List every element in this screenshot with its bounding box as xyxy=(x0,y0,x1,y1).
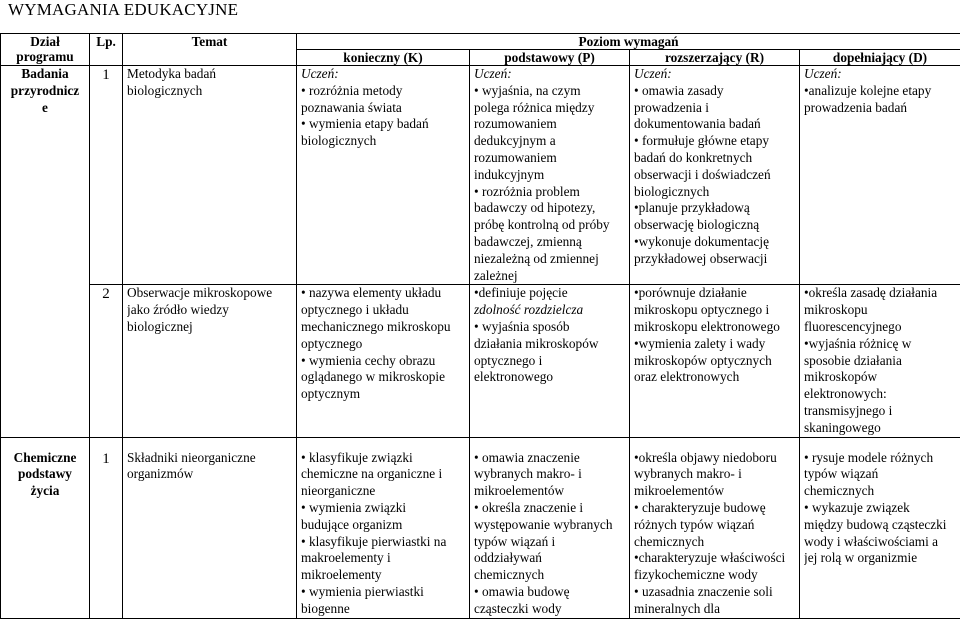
requirement-cell-k xyxy=(297,437,470,618)
requirement-cell-r xyxy=(630,437,800,618)
requirement-line: nieorganiczne xyxy=(301,483,469,500)
requirement-line: fluorescencyjnego xyxy=(804,319,960,336)
requirement-line: między budową cząsteczki xyxy=(804,517,960,534)
requirement-cell-d xyxy=(800,66,960,285)
section-area-line: życia xyxy=(1,483,89,500)
requirement-line: dokumentowania badań xyxy=(634,116,799,133)
requirement-cell-p xyxy=(470,285,630,437)
requirement-line: poznawania świata xyxy=(301,100,469,117)
header-topic: Temat xyxy=(123,34,297,66)
requirement-cell-p xyxy=(470,66,630,285)
requirement-line: • omawia znaczenie xyxy=(474,450,629,467)
requirement-line: zdolność rozdzielcza xyxy=(474,302,629,319)
header-level-r: rozszerzający (R) xyxy=(630,50,800,66)
topic-line: Metodyka badań xyxy=(127,66,296,83)
section-area-line: Chemiczne xyxy=(1,450,89,467)
requirement-cell-r xyxy=(630,66,800,285)
requirement-cell-k xyxy=(297,66,470,285)
requirement-line: optycznego xyxy=(301,336,469,353)
requirement-line: optycznego i xyxy=(474,353,629,370)
requirement-line: badawczy od hipotezy, xyxy=(474,200,629,217)
requirement-line: indukcyjnym xyxy=(474,167,629,184)
requirement-line: typów wiązań xyxy=(804,466,960,483)
table-row xyxy=(1,66,960,285)
requirement-line: optycznym xyxy=(301,386,469,403)
requirement-line: chemicznych xyxy=(634,534,799,551)
requirement-line: próbę kontrolną od próby xyxy=(474,217,629,234)
requirement-line: fizykochemiczne wody xyxy=(634,567,799,584)
row-topic xyxy=(123,66,297,285)
section-area-line: Badania xyxy=(1,66,89,83)
student-label: Uczeń: xyxy=(474,66,629,83)
requirement-line: •definiuje pojęcie xyxy=(474,285,629,302)
requirement-line: biogenne xyxy=(301,601,469,618)
header-area-line: programu xyxy=(1,49,89,64)
requirement-line: • uzasadnia znaczenie soli xyxy=(634,584,799,601)
section-area-cell xyxy=(1,437,90,618)
requirement-line: • wykazuje związek xyxy=(804,500,960,517)
requirement-line: chemicznych xyxy=(474,567,629,584)
requirement-line: transmisyjnego i xyxy=(804,403,960,420)
topic-line: organizmów xyxy=(127,466,296,483)
requirement-line: prowadzenia badań xyxy=(804,100,960,117)
requirement-line: mikroskopu optycznego i xyxy=(634,302,799,319)
requirement-line: wybranych makro- i xyxy=(474,466,629,483)
requirement-line: zależnej xyxy=(474,268,629,285)
row-number: 1 xyxy=(90,66,123,285)
requirement-line: •określa objawy niedoboru xyxy=(634,450,799,467)
requirement-line: • klasyfikuje pierwiastki na xyxy=(301,534,469,551)
header-level-group: Poziom wymagań xyxy=(297,34,960,50)
requirement-line: mikroskopów optycznych xyxy=(634,353,799,370)
requirement-line: mikroelementów xyxy=(634,483,799,500)
requirement-line: wybranych makro- i xyxy=(634,466,799,483)
requirements-table xyxy=(0,33,960,619)
requirement-line: typów wiązań i xyxy=(474,534,629,551)
requirement-line: oglądanego w mikroskopie xyxy=(301,369,469,386)
requirement-line: •wyjaśnia różnicę w xyxy=(804,336,960,353)
requirement-cell-d xyxy=(800,437,960,618)
section-area-line: przyrodnicz xyxy=(1,83,89,100)
topic-line: Składniki nieorganiczne xyxy=(127,450,296,467)
requirement-line: mikroskopów xyxy=(804,369,960,386)
requirement-line: • omawia budowę xyxy=(474,584,629,601)
requirement-line: badań do konkretnych xyxy=(634,150,799,167)
requirement-line: •porównuje działanie xyxy=(634,285,799,302)
section-area-line: podstawy xyxy=(1,466,89,483)
requirement-line: mikroelementy xyxy=(301,567,469,584)
requirement-line: mineralnych dla xyxy=(634,601,799,618)
requirement-line: mechanicznego mikroskopu xyxy=(301,319,469,336)
requirement-line: prowadzenia i xyxy=(634,100,799,117)
requirement-line: występowanie wybranych xyxy=(474,517,629,534)
requirement-cell-p xyxy=(470,437,630,618)
requirement-line: • wyjaśnia, na czym xyxy=(474,83,629,100)
requirement-line: • określa znaczenie i xyxy=(474,500,629,517)
requirement-line: •charakteryzuje właściwości xyxy=(634,550,799,567)
requirement-line: sposobie działania xyxy=(804,353,960,370)
requirement-line: mikroelementów xyxy=(474,483,629,500)
topic-line: jako źródło wiedzy xyxy=(127,302,296,319)
header-area xyxy=(1,34,90,66)
requirement-line: • rysuje modele różnych xyxy=(804,450,960,467)
requirement-line: oddziaływań xyxy=(474,550,629,567)
section-area-line: e xyxy=(1,100,89,117)
requirement-line: biologicznych xyxy=(301,133,469,150)
header-num: Lp. xyxy=(90,34,123,66)
requirement-line: elektronowego xyxy=(474,369,629,386)
student-label: Uczeń: xyxy=(301,66,469,83)
header-level-p: podstawowy (P) xyxy=(470,50,630,66)
requirement-line: oraz elektronowych xyxy=(634,369,799,386)
requirement-cell-r xyxy=(630,285,800,437)
header-level-k: konieczny (K) xyxy=(297,50,470,66)
student-label: Uczeń: xyxy=(804,66,960,83)
requirement-line: obserwacji i doświadczeń xyxy=(634,167,799,184)
topic-line: biologicznych xyxy=(127,83,296,100)
requirement-line: cząsteczki wody xyxy=(474,601,629,618)
requirement-line: optycznego i układu xyxy=(301,302,469,319)
requirement-line: • omawia zasady xyxy=(634,83,799,100)
row-number: 1 xyxy=(90,437,123,618)
table-row xyxy=(1,285,960,437)
requirement-cell-d xyxy=(800,285,960,437)
header-area-line: Dział xyxy=(1,34,89,49)
requirement-line: chemicznych xyxy=(804,483,960,500)
requirement-line: mikroskopu elektronowego xyxy=(634,319,799,336)
requirement-line: skaningowego xyxy=(804,420,960,437)
table-row xyxy=(1,437,960,618)
requirement-line: mikroskopu xyxy=(804,302,960,319)
row-topic xyxy=(123,437,297,618)
requirement-line: makroelementy i xyxy=(301,550,469,567)
requirement-line: •analizuje kolejne etapy xyxy=(804,83,960,100)
student-label: Uczeń: xyxy=(634,66,799,83)
requirement-line: obserwację biologiczną xyxy=(634,217,799,234)
requirement-line: • wymienia etapy badań xyxy=(301,116,469,133)
topic-line: biologicznej xyxy=(127,319,296,336)
requirement-line: wody i właściwościami a xyxy=(804,534,960,551)
requirement-line: • wyjaśnia sposób xyxy=(474,319,629,336)
requirement-line: • wymienia cechy obrazu xyxy=(301,353,469,370)
requirement-line: rozumowaniem xyxy=(474,116,629,133)
requirement-line: różnych typów wiązań xyxy=(634,517,799,534)
requirement-line: elektronowych: xyxy=(804,386,960,403)
requirement-line: • formułuje główne etapy xyxy=(634,133,799,150)
requirement-line: • klasyfikuje związki xyxy=(301,450,469,467)
header-level-d: dopełniający (D) xyxy=(800,50,960,66)
requirement-line: działania mikroskopów xyxy=(474,336,629,353)
row-topic xyxy=(123,285,297,437)
requirement-line: • wymienia pierwiastki xyxy=(301,584,469,601)
requirement-line: dedukcyjnym a xyxy=(474,133,629,150)
requirement-line: •wykonuje dokumentację xyxy=(634,234,799,251)
requirement-line: • nazywa elementy układu xyxy=(301,285,469,302)
requirement-line: •określa zasadę działania xyxy=(804,285,960,302)
row-number: 2 xyxy=(90,285,123,437)
requirement-line: badawczej, zmienną xyxy=(474,234,629,251)
section-area-cell xyxy=(1,66,90,438)
requirement-line: budujące organizm xyxy=(301,517,469,534)
page-title: WYMAGANIA EDUKACYJNE xyxy=(8,0,238,20)
requirement-line: niezależną od zmiennej xyxy=(474,251,629,268)
requirement-line: przykładowej obserwacji xyxy=(634,251,799,268)
requirement-line: • rozróżnia metody xyxy=(301,83,469,100)
requirement-line: rozumowaniem xyxy=(474,150,629,167)
requirement-line: •planuje przykładową xyxy=(634,200,799,217)
requirement-line: jej rolą w organizmie xyxy=(804,550,960,567)
requirement-line: biologicznych xyxy=(634,184,799,201)
requirement-line: • wymienia związki xyxy=(301,500,469,517)
requirement-line: polega różnica między xyxy=(474,100,629,117)
requirement-line: chemiczne na organiczne i xyxy=(301,466,469,483)
requirement-line: •wymienia zalety i wady xyxy=(634,336,799,353)
header-row-1 xyxy=(1,34,960,50)
topic-line: Obserwacje mikroskopowe xyxy=(127,285,296,302)
requirement-line: • rozróżnia problem xyxy=(474,184,629,201)
requirement-cell-k xyxy=(297,285,470,437)
requirement-line: • charakteryzuje budowę xyxy=(634,500,799,517)
